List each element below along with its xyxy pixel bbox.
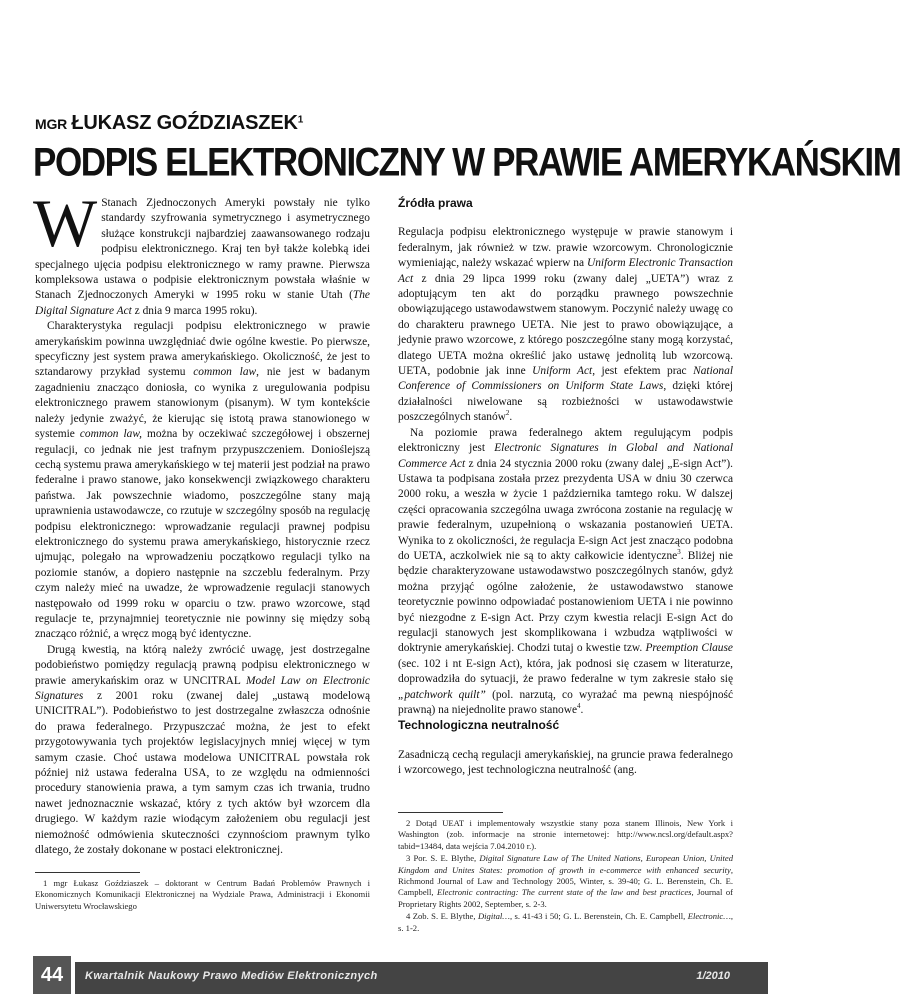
issue-number: 1/2010 (696, 970, 730, 982)
footnote-rule-right (398, 812, 503, 813)
footnote-4: 4 Zob. S. E. Blythe, Digital…, s. 41-43 i 50; G. L. Berenstein, Ch. E. Campbell, Electronic…, s. 1-2. (398, 911, 734, 933)
author-footnote-ref: 1 (297, 114, 304, 126)
footnote-3: 3 Por. S. E. Blythe, Digital Signature Law of The United Nations, European Union, United Kingdom and Unites States: promotion of growth in e-commerce with enhanced security, Richmond Journal of Law and Technology 2005, Winter, s. 39-40; G. L. Berenstein, Ch. E. Campbell, Electronic contracting: The current state of the law and best practices, Journal of Proprietary Rights 2002, September, s. 2-3. (398, 853, 734, 909)
drop-cap: W (33, 185, 98, 261)
paragraph-sources: Regulacja podpisu elektronicznego występuje w prawie stanowym i federalnym, jak również w tzw. prawie wzorcowym. Chronologicznie wymieniając, należy wskazać wpierw na Uniform Electronic Transaction Act z dnia 29 lipca 1999 roku (zwany dalej „UETA”) wraz z adoptującym ten akt do porządku prawnego powszechnie obowiązującego ustawodawstwem stanowym. Poczynić należy uwagę co do charakteru prawnego UETA. Nie jest to prawo obowiązujące, a jedynie prawo wzorcowe, z którego poszczególne stany mogą korzystać, dlatego UETA można określić jako ustawę jednolitą lub wzorcową. UETA, podobnie jak inne Uniform Act, jest efektem prac National Conference of Commissioners on Uniform State Laws, dzięki której działalności niwelowane są rozbieżności w ustawodawstwie poszczególnych stanów$^2$. (398, 226, 733, 424)
section-heading-neutrality: Technologiczna neutralność (398, 718, 560, 733)
footnote-rule-left (35, 872, 140, 873)
journal-name: Kwartalnik Naukowy Prawo Mediów Elektronicznych (85, 970, 378, 982)
footnotes-right (398, 818, 733, 935)
footnote-2: 2 Dotąd UEAT i implementowały wszystkie stany poza stanem Illinois, New York i Washington (zob. informacje na stronie internetowej: http://www.ncsl.org/default.aspx?tabid=13484, data wejścia 7.04.2010 r.). (398, 818, 733, 851)
author-degree: MGR (35, 116, 68, 132)
intro-paragraph: W Stanach Zjednoczonych Ameryki powstały nie tylko standardy szyfrowania symetrycznego i asymetrycznego służące konstrukcji najbardziej zaawansowanego rodzaju podpisu elektronicznego. Kraj ten był także kolebką idei specjalnego ujęcia podpisu elektronicznego w ramy prawne. Pierwsza kompleksowa ustawa o podpisie elektronicznym powstała właśnie w Stanach Zjednoczonych Ameryki w 1995 roku w stanie Utah (The Digital Signature Act z dnia 9 marca 1995 roku). (33, 185, 370, 317)
right-column (398, 196, 733, 779)
paragraph-neutrality: Zasadniczą cechą regulacji amerykańskiej, na gruncie prawa federalnego i wzorcowego, jest technologiczna neutralność (ang. (398, 748, 733, 777)
footnotes-left (35, 878, 370, 913)
author-name: ŁUKASZ GOŹDZIASZEK (71, 112, 298, 134)
section-heading-sources: Źródła prawa (398, 196, 473, 210)
page-number: 44 (33, 956, 71, 994)
footnote-1: 1 mgr Łukasz Goździaszek – doktorant w Centrum Badań Problemów Prawnych i Ekonomicznych Komunikacji Elektronicznej na Wydziale Prawa, Administracji i Ekonomii Uniwersytetu Wrocławskiego (35, 878, 370, 911)
paragraph-federal: Na poziomie prawa federalnego aktem regulującym podpis elektroniczny jest Electronic Signatures in Global and National Commerce Act z dnia 24 stycznia 2000 roku (zwany dalej „E-sign Act”). Ustawa ta podpisana została przez prezydenta USA w dniu 30 czerwca 2000 roku, a weszła w życie 1 października tamtego roku. W dalszej części opracowania szczególna uwaga zwrócona zostanie na regulację w prawie federalnym, uzupełnioną o wskazania postanowień UETA. Wynika to z okoliczności, że regulacja E-sign Act jest znacząco podobna do UETA, aczkolwiek nie są to akty całkowicie identyczne$^3$. Bliżej nie będzie charakteryzowane ustawodawstwo poszczególnych stanów, gdyż można przyjąć ogólne założenie, że ustawodawstwo stanowe teoretycznie powinno odpowiadać postanowieniom UETA i nie powinno być niezgodne z E-sign Act. Przy czym kwestia relacji E-sign Act do regulacji stanowych jest skomplikowana i wzbudza wątpliwości w doktrynie amerykańskiej. Chodzi tutaj o kwestie tzw. Preemption Clause (sec. 102 i nt E-sign Act), która, jak podnosi się czasem w literaturze, doprowadziła do sytuacji, że prawo federalne w tym zakresie stało się „patchwork quilt” (pol. narzutą, co wyrażać ma pewną niespójność prawną) na niejednolite prawo stanowe$^4$. (398, 426, 734, 716)
author-line (35, 112, 303, 135)
article-title: PODPIS ELEKTRONICZNY W PRAWIE AMERYKAŃSKIM (33, 140, 900, 185)
left-column (33, 185, 371, 858)
paragraph-characteristics: Charakterystyka regulacji podpisu elektronicznego w prawie amerykańskim powinna uwzględniać dwie ogólne kwestie. Po pierwsze, specyficzny jest system prawa amerykańskiego. Okoliczność, że jest to sztandarowy przykład systemu common law, nie jest w badanym zagadnieniu znacząco doniosła, co wynika z uregulowania podpisu elektronicznego prawem stanowionym (pisanym). W tym kontekście należy jedynie zważyć, że kierując się istotą prawa stanowionego w systemie common law, można by oczekiwać szczegółowej i obszernej regulacji, co jednak nie jest trafnym przypuszczeniem. Donioślejszą cechą systemu prawa amerykańskiego w tej materii jest podział na prawo federalne i prawo stanowe, jako konsekwencji związkowego charakteru państwa. Jak powszechnie wiadomo, poszczególne stany mają uprawnienia ustawodawcze, co rzutuje w szczególny sposób na regulację podpisu elektronicznego: wprowadzanie regulacji prawnej podpisu elektronicznego do systemu prawa amerykańskiego, historycznie rzecz ujmując, polegało na wprowadzeniu początkowo regulacji tylko na poziomie stanów, a dopiero następnie na szczeblu federalnym. Przy czym należy mieć na uwadze, że wprowadzenie regulacji stanowych następowało od 1999 roku w oparciu o tzw. prawo wzorcowe, stąd regulacje te, przynajmniej teoretycznie nie powinny się między sobą znacząco różnić, a wręcz mogą być identyczne. (35, 320, 371, 641)
paragraph-second-issue: Drugą kwestią, na którą należy zwrócić uwagę, jest dostrzegalne podobieństwo pomiędzy regulacją prawną podpisu elektronicznego w prawie amerykańskim oraz w UNCITRAL Model Law on Electronic Signatures z 2001 roku (zwanej dalej „ustawą modelową UNICITRAL”). Podobieństwo to jest dostrzegalne zwłaszcza odnośnie do prawa federalnego. Przypuszczać można, że jest to efekt przygotowywania tych projektów legislacyjnych mniej więcej w tym samym czasie. Choć ustawa modelowa UNICITRAL powstała rok później niż ustawa federalna USA, to ze względu na odmienności procedury stanowienia prawa, a tym samym czas ich trwania, trudno nawet jednoznacznie wskazać, który z tych aktów był wzorcem dla drugiego. W każdym razie wiodącym założeniem obu regulacji jest niemożność odmówienia skuteczności czynnościom prawnym tylko dlatego, że zostały dokonane w postaci elektronicznej. (35, 643, 370, 857)
